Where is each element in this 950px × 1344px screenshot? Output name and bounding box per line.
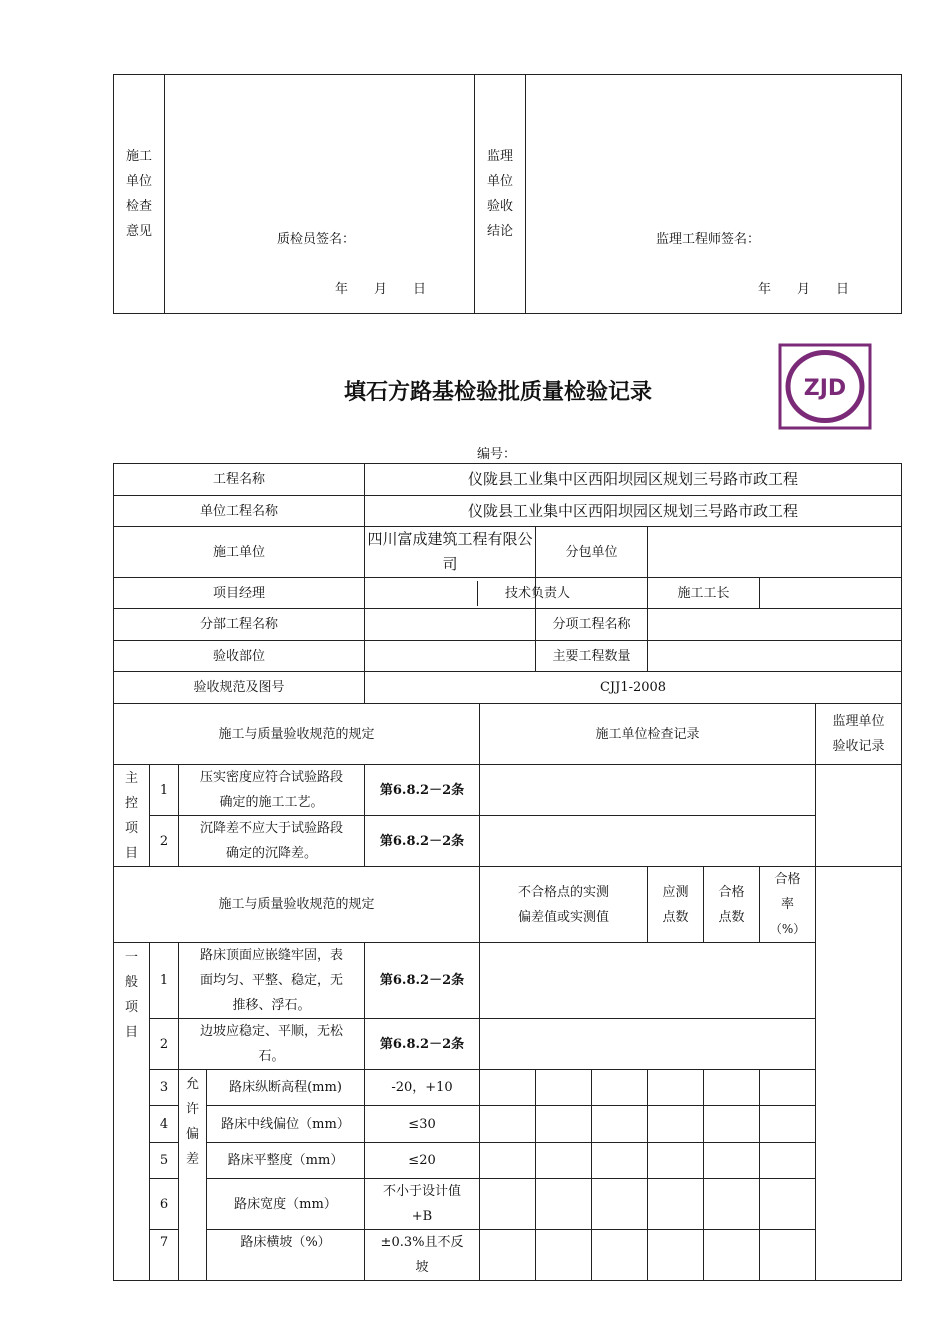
top-signature-table	[113, 74, 902, 314]
measure-cell[interactable]	[760, 1106, 816, 1143]
measure-cell[interactable]	[704, 1070, 760, 1106]
tolerance-value: ≤20	[365, 1143, 480, 1179]
inspector-signature-label: 质检员签名：	[277, 232, 356, 247]
measure-cell[interactable]	[648, 1106, 704, 1143]
main-item-record[interactable]	[480, 765, 816, 816]
date-right: 年 月 日	[758, 282, 850, 297]
measure-cell[interactable]	[760, 1230, 816, 1281]
general-item-no: 2	[150, 1019, 179, 1070]
measure-cell[interactable]	[704, 1143, 760, 1179]
main-item-desc: 沉降差不应大于试验路段 确定的沉降差。	[179, 816, 365, 867]
general-item-clause: 第6.8.2－2条	[365, 943, 480, 1019]
engineer-signature-label: 监理工程师签名：	[656, 232, 761, 247]
general-items-label: 一 般 项 目	[114, 943, 150, 1281]
spec-header-1: 施工与质量验收规范的规定	[114, 704, 480, 765]
measure-cell[interactable]	[480, 1070, 536, 1106]
spec-value[interactable]: CJJ1-2008	[365, 672, 902, 704]
construction-opinion-label: 施工 单位 检查 意见	[114, 75, 165, 314]
main-item-desc: 压实密度应符合试验路段 确定的施工工艺。	[179, 765, 365, 816]
tolerance-no: 6	[150, 1179, 179, 1230]
project-manager-label: 项目经理	[114, 578, 365, 609]
main-item-no: 1	[150, 765, 179, 816]
measure-cell[interactable]	[592, 1230, 648, 1281]
qualified-points-header: 合格 点数	[704, 867, 760, 943]
construction-opinion-cell[interactable]	[165, 75, 475, 314]
construction-unit-value[interactable]: 四川富成建筑工程有限公司	[365, 527, 536, 578]
division-value[interactable]	[365, 609, 536, 641]
main-item-clause: 第6.8.2－2条	[365, 765, 480, 816]
project-manager-value[interactable]	[365, 578, 571, 609]
measure-cell[interactable]	[648, 1143, 704, 1179]
measure-cell[interactable]	[592, 1143, 648, 1179]
tolerance-no: 3	[150, 1070, 179, 1106]
date-left: 年 月 日	[335, 282, 427, 297]
measure-cell[interactable]	[480, 1106, 536, 1143]
measure-cell[interactable]	[592, 1106, 648, 1143]
acceptance-part-value[interactable]	[365, 641, 536, 672]
tolerance-name: 路床平整度（mm）	[207, 1143, 365, 1179]
measure-cell[interactable]	[536, 1143, 592, 1179]
measure-cell[interactable]	[648, 1179, 704, 1230]
measure-cell[interactable]	[648, 1230, 704, 1281]
subcontract-unit-label: 分包单位	[536, 527, 648, 578]
measure-cell[interactable]	[536, 1070, 592, 1106]
supervision-record-header: 监理单位 验收记录	[816, 704, 902, 765]
main-control-label: 主 控 项 目	[114, 765, 150, 867]
main-item-no: 2	[150, 816, 179, 867]
measure-cell[interactable]	[704, 1106, 760, 1143]
measure-cell[interactable]	[536, 1106, 592, 1143]
tolerance-name: 路床纵断高程(mm)	[207, 1070, 365, 1106]
tolerance-value: ±0.3%且不反 坡	[365, 1230, 480, 1281]
measure-cell[interactable]	[480, 1143, 536, 1179]
general-item-record[interactable]	[480, 943, 816, 1019]
measure-cell[interactable]	[648, 1070, 704, 1106]
general-item-no: 1	[150, 943, 179, 1019]
logo-text: ZJD	[803, 376, 847, 401]
supervision-conclusion-cell[interactable]	[526, 75, 902, 314]
general-item-clause: 第6.8.2－2条	[365, 1019, 480, 1070]
tolerance-value: -20，+10	[365, 1070, 480, 1106]
tolerance-no: 7	[150, 1230, 179, 1281]
acceptance-part-label: 验收部位	[114, 641, 365, 672]
unit-project-value[interactable]: 仪陇县工业集中区西阳坝园区规划三号路市政工程	[365, 496, 902, 527]
deviation-header: 不合格点的实测 偏差值或实测值	[480, 867, 648, 943]
tolerance-name: 路床横坡（%）	[207, 1230, 365, 1281]
spec-header-2: 施工与质量验收规范的规定	[114, 867, 480, 943]
measure-cell[interactable]	[536, 1230, 592, 1281]
main-item-clause: 第6.8.2－2条	[365, 816, 480, 867]
main-quantity-label: 主要工程数量	[536, 641, 648, 672]
construction-check-header: 施工单位检查记录	[480, 704, 816, 765]
general-supervision-record[interactable]	[816, 867, 902, 1281]
general-item-desc: 边坡应稳定、平顺，无松 石。	[179, 1019, 365, 1070]
main-item-record[interactable]	[480, 816, 816, 867]
construction-unit-label: 施工单位	[114, 527, 365, 578]
allowable-deviation-label: 允 许 偏 差	[179, 1070, 207, 1281]
measure-cell[interactable]	[480, 1179, 536, 1230]
tolerance-value: ≤30	[365, 1106, 480, 1143]
foreman-label: 施工工长	[648, 578, 760, 609]
subitem-label: 分项工程名称	[536, 609, 648, 641]
measure-cell[interactable]	[704, 1230, 760, 1281]
pass-rate-header: 合格 率 （%）	[760, 867, 816, 943]
measure-cell[interactable]	[760, 1179, 816, 1230]
foreman-value[interactable]	[760, 578, 902, 609]
tolerance-no: 4	[150, 1106, 179, 1143]
spec-label: 验收规范及图号	[114, 672, 365, 704]
measure-cell[interactable]	[760, 1070, 816, 1106]
measure-cell[interactable]	[536, 1179, 592, 1230]
measure-cell[interactable]	[592, 1179, 648, 1230]
tolerance-no: 5	[150, 1143, 179, 1179]
division-label: 分部工程名称	[114, 609, 365, 641]
main-supervision-record[interactable]	[816, 765, 902, 867]
should-measure-header: 应测 点数	[648, 867, 704, 943]
inspection-record-table	[113, 463, 902, 1281]
tolerance-name: 路床中线偏位（mm）	[207, 1106, 365, 1143]
serial-number-label: 编号：	[477, 447, 517, 462]
general-item-record[interactable]	[480, 1019, 816, 1070]
unit-project-label: 单位工程名称	[114, 496, 365, 527]
subcontract-unit-value[interactable]	[648, 527, 902, 578]
page-title: 填石方路基检验批质量检验记录	[343, 380, 652, 405]
supervision-conclusion-label: 监理 单位 验收 结论	[475, 75, 526, 314]
measure-cell[interactable]	[760, 1143, 816, 1179]
measure-cell[interactable]	[592, 1070, 648, 1106]
general-item-desc: 路床顶面应嵌缝牢固，表 面均匀、平整、稳定，无 推移、浮石。	[179, 943, 365, 1019]
tolerance-value: 不小于设计值 +B	[365, 1179, 480, 1230]
tech-lead-label: 技术负责人	[477, 581, 597, 606]
subitem-value[interactable]	[648, 609, 902, 641]
main-quantity-value[interactable]	[648, 641, 902, 672]
measure-cell[interactable]	[480, 1230, 536, 1281]
measure-cell[interactable]	[704, 1179, 760, 1230]
project-name-label: 工程名称	[114, 464, 365, 496]
project-name-value[interactable]: 仪陇县工业集中区西阳坝园区规划三号路市政工程	[365, 464, 902, 496]
tolerance-name: 路床宽度（mm）	[207, 1179, 365, 1230]
